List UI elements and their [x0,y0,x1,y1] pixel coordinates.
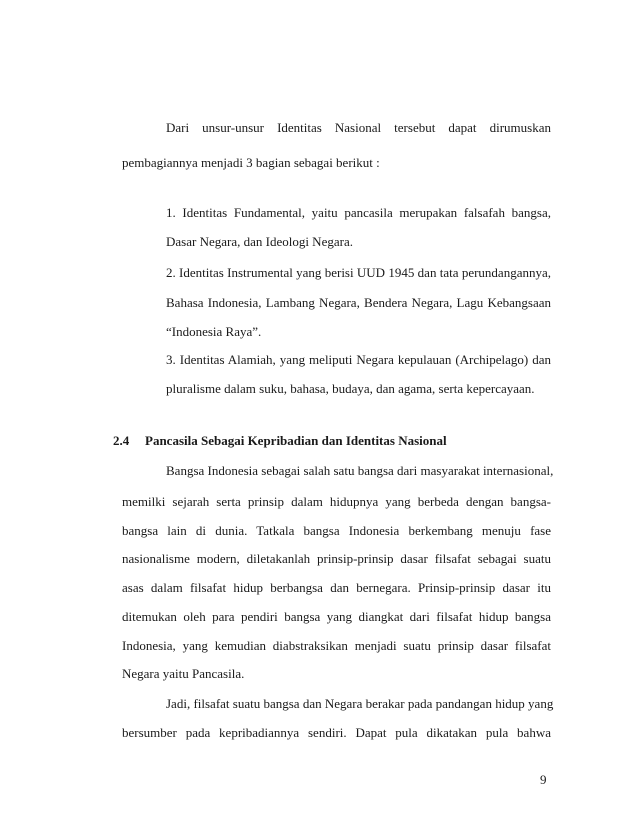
paragraph-1-line-2: memilki sejarah serta prinsip dalam hidupnya yang berbeda dengan bangsa- [122,494,551,509]
paragraph-1-line-8: Negara yaitu Pancasila. [122,666,245,681]
paragraph-1-line-7: Indonesia, yang kemudian diabstraksikan menjadi suatu prinsip dasar filsafat [122,638,551,653]
paragraph-1-line-3: bangsa lain di dunia. Tatkala bangsa Indonesia berkembang menuju fase [122,523,551,538]
list-item-3-line-1: 3. Identitas Alamiah, yang meliputi Negara kepulauan (Archipelago) dan [166,352,551,367]
page-number: 9 [540,772,547,787]
intro-line-2: pembagiannya menjadi 3 bagian sebagai berikut : [122,155,380,170]
list-item-2-line-2: Bahasa Indonesia, Lambang Negara, Bendera Negara, Lagu Kebangsaan [166,295,551,310]
paragraph-1-line-1: Bangsa Indonesia sebagai salah satu bangsa dari masyarakat internasional, [166,463,554,478]
paragraph-1-line-5: asas dalam filsafat hidup berbangsa dan bernegara. Prinsip-prinsip dasar itu [122,580,551,595]
paragraph-1-line-4: nasionalisme modern, diletakanlah prinsip-prinsip dasar filsafat sebagai suatu [122,551,551,566]
list-item-2-line-1: 2. Identitas Instrumental yang berisi UUD 1945 dan tata perundangannya, [166,265,551,280]
list-item-3-line-2: pluralisme dalam suku, bahasa, budaya, dan agama, serta kepercayaan. [166,381,535,396]
list-item-1-line-1: 1. Identitas Fundamental, yaitu pancasila merupakan falsafah bangsa, [166,205,551,220]
list-item-2-line-3: “Indonesia Raya”. [166,324,262,339]
list-item-1-line-2: Dasar Negara, dan Ideologi Negara. [166,234,353,249]
paragraph-2-line-2: bersumber pada kepribadiannya sendiri. Dapat pula dikatakan pula bahwa [122,725,551,740]
paragraph-1-line-6: ditemukan oleh para pendiri bangsa yang diangkat dari filsafat hidup bangsa [122,609,551,624]
section-title: Pancasila Sebagai Kepribadian dan Identitas Nasional [145,433,447,448]
paragraph-2-line-1: Jadi, filsafat suatu bangsa dan Negara berakar pada pandangan hidup yang [166,696,554,711]
intro-line-1: Dari unsur-unsur Identitas Nasional tersebut dapat dirumuskan [166,120,551,135]
section-number: 2.4 [113,433,130,448]
